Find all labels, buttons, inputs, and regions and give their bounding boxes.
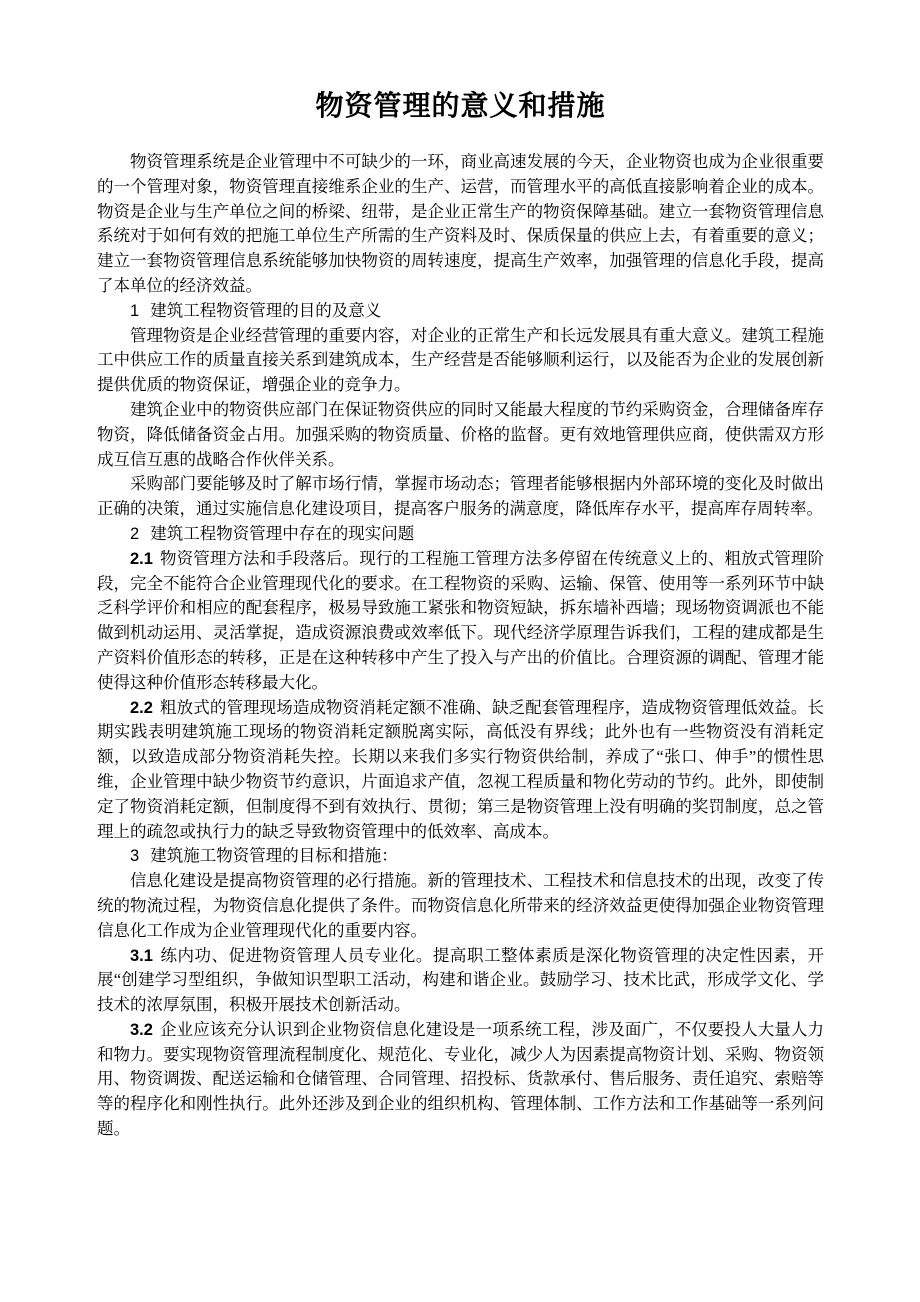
- paragraph-text: 管理物资是企业经营管理的重要内容，对企业的正常生产和长远发展具有重大意义。建筑工程施工中供应工作的质量直接关系到建筑成本，生产经营是否能够顺利运行，以及能否为企业的发展创新提供优质的物资保证，增强企业的竞争力。: [97, 325, 824, 395]
- clause-number: 2.1: [130, 549, 153, 568]
- paragraph: [97, 398, 824, 472]
- clause-number: 2.2: [130, 698, 153, 717]
- paragraph-text: 物资管理方法和手段落后。现行的工程施工管理方法多停留在传统意义上的、粗放式管理阶段，完全不能符合企业管理现代化的要求。在工程物资的采购、运输、保管、使用等一系列环节中缺乏科学评价和相应的配套程序，极易导致施工紧张和物资短缺，拆东墙补西墙；现场物资调派也不能做到机动运用、灵活掌捉，造成资源浪费或效率低下。现代经济学原理告诉我们，工程的建成都是生产资料价值形态的转移，正是在这种转移中产生了投入与产出的价值比。合理资源的调配、管理才能使得这种价值形态转移最大化。: [97, 548, 824, 692]
- paragraph-text: 练内功、促进物资管理人员专业化。提高职工整体素质是深化物资管理的决定性因素，开展“创建学习型组织，争做知识型职工活动，构建和谐企业。鼓励学习、技术比武，形成学文化、学技术的浓厚氛围，积极开展技术创新活动。: [97, 945, 824, 1015]
- paragraph-text: 信息化建设是提高物资管理的必行措施。新的管理技术、工程技术和信息技术的出现，改变了传统的物流过程，为物资信息化提供了条件。而物资信息化所带来的经济效益更使得加强企业物资管理信息化工作成为企业管理现代化的重要内容。: [97, 871, 824, 940]
- document-content: [97, 86, 824, 1142]
- paragraph-text: 企业应该充分认识到企业物资信息化建设是一项系统工程，涉及面广，不仅要投人大量人力和物力。要实现物资管理流程制度化、规范化、专业化，减少人为因素提高物资计划、采购、物资领用、物资调拨、配送运输和仓储管理、合同管理、招投标、货款承付、售后服务、责任追究、索赔等等的程序化和刚性执行。此外还涉及到企业的组织机构、管理体制、工作方法和工作基础等一系列问题。: [97, 1019, 824, 1139]
- paragraph-text: 物资管理系统是企业管理中不可缺少的一环，商业高速发展的今天，企业物资也成为企业很重要的一个管理对象，物资管理直接维系企业的生产、运营，而管理水平的高低直接影响着企业的成本。物资是企业与生产单位之间的桥梁、纽带，是企业正常生产的物资保障基础。建立一套物资管理信息系统对于如何有效的把施工单位生产所需的生产资料及时、保质保量的供应上去，有着重要的意义；建立一套物资管理信息系统能够加快物资的周转速度，提高生产效率，加强管理的信息化手段，提高了本单位的经济效益。: [97, 152, 824, 295]
- paragraph-text: 粗放式的管理现场造成物资消耗定额不准确、缺乏配套管理程序，造成物资管理低效益。长期实践表明建筑施工现场的物资消耗定额脱离实际，高低没有界线；此外也有一些物资没有消耗定额，以致造成部分物资消耗失控。长期以来我们多实行物资供给制，养成了“张口、伸手”的惯性思维，企业管理中缺少物资节约意识，片面追求产值，忽视工程质量和物化劳动的节约。此外，即使制定了物资消耗定额，但制度得不到有效执行、贯彻；第三是物资管理上没有明确的奖罚制度，总之管理上的疏忽或执行力的缺乏导致物资管理中的低效率、高成本。: [97, 697, 824, 841]
- paragraph: [97, 944, 824, 1018]
- paragraph: [97, 472, 824, 522]
- paragraph: [97, 324, 824, 398]
- document-body: [97, 150, 824, 1142]
- heading-text: 建筑施工物资管理的目标和措施：: [150, 846, 398, 866]
- section-heading: [97, 522, 824, 547]
- paragraph: [97, 1018, 824, 1142]
- clause-number: 3.1: [130, 946, 153, 965]
- paragraph: [97, 696, 824, 845]
- heading-number: 1: [130, 301, 140, 320]
- paragraph: [97, 547, 824, 696]
- heading-number: 3: [130, 847, 140, 866]
- heading-number: 2: [130, 524, 140, 543]
- paragraph-text: 建筑企业中的物资供应部门在保证物资供应的同时又能最大程度的节约采购资金，合理储备库存物资，降低储备资金占用。加强采购的物资质量、价格的监督。更有效地管理供应商，使供需双方形成互信互惠的战略合作伙伴关系。: [97, 399, 824, 469]
- section-heading: [97, 844, 824, 869]
- paragraph: [97, 150, 824, 299]
- paragraph-text: 采购部门要能够及时了解市场行情，掌握市场动态；管理者能够根据内外部环境的变化及时做出正确的决策，通过实施信息化建设项目，提高客户服务的满意度，降低库存水平，提高库存周转率。: [97, 474, 824, 519]
- document-title: 物资管理的意义和措施: [315, 91, 606, 122]
- heading-text: 建筑工程物资管理中存在的现实问题: [150, 523, 415, 543]
- clause-number: 3.2: [130, 1020, 153, 1039]
- heading-text: 建筑工程物资管理的目的及意义: [150, 300, 382, 320]
- paragraph: [97, 869, 824, 943]
- section-heading: [97, 299, 824, 324]
